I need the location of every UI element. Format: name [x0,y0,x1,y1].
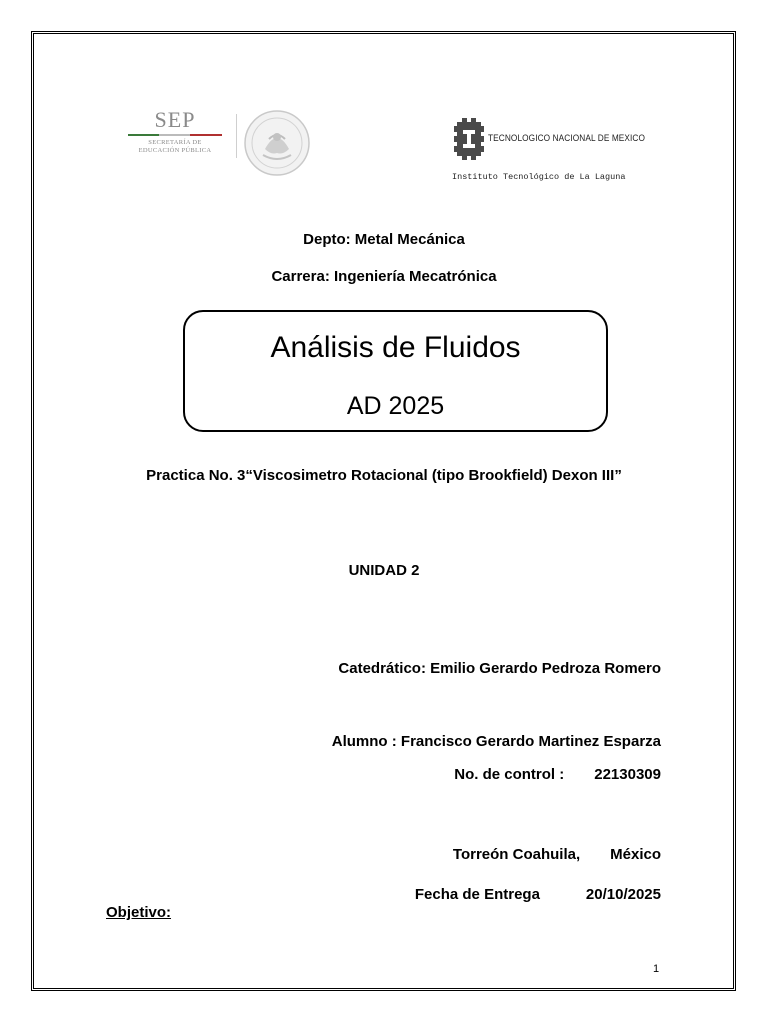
location-country: México [610,846,661,863]
delivery-date-value: 20/10/2025 [585,886,661,903]
location [453,846,661,863]
objective-heading: Objetivo: [106,904,172,921]
course-period: AD 2025 [346,392,445,420]
national-seal-icon [243,109,311,177]
logo-divider [236,114,237,158]
sep-logo-line1: SECRETARÍA DE [148,139,202,146]
sep-logo-tricolor-line [128,134,222,136]
sep-logo-line2: EDUCACIÓN PÚBLICA [138,147,212,154]
tecnm-gear-icon [452,116,486,162]
tecnm-institute: Instituto Tecnológico de La Laguna [452,172,626,182]
student: Alumno : Francisco Gerardo Martinez Esparza [331,733,661,750]
sep-logo [120,108,230,168]
sep-logo-word: SEP [154,107,196,132]
practice-title: Practica No. 3“Viscosimetro Rotacional (tipo Brookfield) Dexon III” [146,467,622,484]
delivery-date-label: Fecha de Entrega [414,886,540,903]
control-number [454,766,661,783]
department: Depto: Metal Mecánica [303,231,465,248]
tecnm-name: TECNOLOGICO NACIONAL DE MEXICO [488,133,646,143]
unit-label: UNIDAD 2 [348,562,420,579]
career: Carrera: Ingeniería Mecatrónica [271,268,497,285]
course-title: Análisis de Fluidos [270,331,521,364]
delivery-date [415,886,661,903]
location-city: Torreón Coahuila, [452,846,581,863]
control-number-label: No. de control : [454,766,565,783]
professor: Catedrático: Emilio Gerardo Pedroza Romero [338,660,661,677]
control-number-value: 22130309 [594,766,661,783]
page-number: 1 [653,963,660,975]
